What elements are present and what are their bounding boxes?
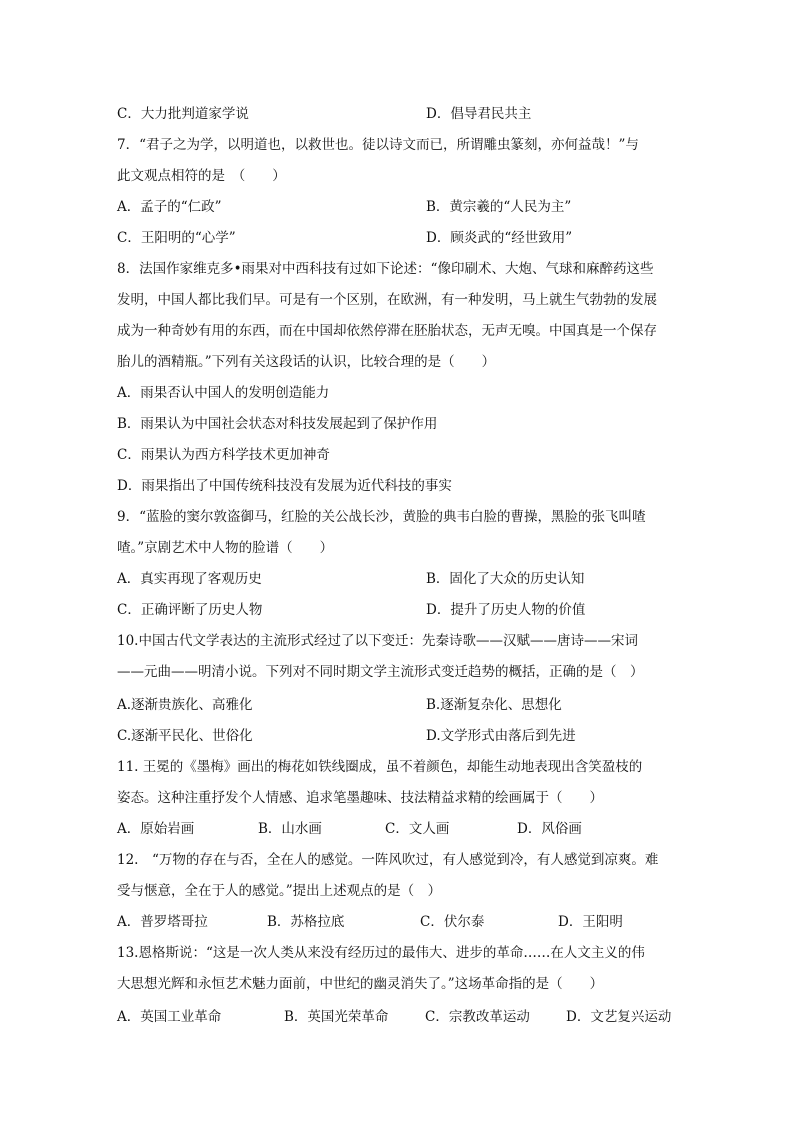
q12-option-a: A．普罗塔哥拉 (117, 914, 208, 930)
q13-option-c: C．宗教改革运动 (425, 1009, 530, 1025)
q11-stem-line-2: 姿态。这种注重抒发个人情感、追求笔墨趣味、技法精益求精的绘画属于（ ） (117, 790, 603, 806)
q10-option-d: D.文学形式由落后到先进 (426, 728, 576, 744)
q12-stem-line-2: 受与惬意，全在于人的感觉。”提出上述观点的是（ ） (117, 883, 442, 899)
q7-option-d: D．顾炎武的“经世致用” (426, 230, 573, 246)
q13-option-b: B．英国光荣革命 (284, 1009, 389, 1025)
q8-stem-line-2: 发明，中国人都比我们早。可是有一个区别，在欧洲，有一种发明，马上就生气勃勃的发展 (117, 292, 657, 308)
q8-option-a: A．雨果否认中国人的发明创造能力 (117, 385, 330, 401)
q7-option-a: A．孟子的“仁政” (117, 199, 222, 215)
q7-stem-line-1: 7．“君子之为学，以明道也，以救世也。徒以诗文而已，所谓雕虫篆刻，亦何益哉！”与 (117, 137, 639, 153)
q12-option-b: B．苏格拉底 (267, 914, 345, 930)
q8-stem-line-3: 成为一种奇妙有用的东西，而在中国却依然停滞在胚胎状态，无声无嗅。中国真是一个保存 (117, 323, 657, 339)
q8-stem-line-1: 8．法国作家维克多•雨果对中西科技有过如下论述：“像印刷术、大炮、气球和麻醉药这些 (117, 261, 654, 277)
q9-stem-line-2: 喳。”京剧艺术中人物的脸谱（ ） (117, 540, 334, 556)
q9-option-d: D．提升了历史人物的价值 (426, 602, 586, 618)
q11-option-c: C．文人画 (385, 821, 450, 837)
q11-stem-line-1: 11. 王冕的《墨梅》画出的梅花如铁线圈成，虽不着颜色，却能生动地表现出含笑盈枝的 (117, 759, 643, 775)
q8-option-d: D．雨果指出了中国传统科技没有发展为近代科技的事实 (117, 478, 452, 494)
q8-option-c: C．雨果认为西方科学技术更加神奇 (117, 447, 330, 463)
q9-option-c: C．正确评断了历史人物 (117, 602, 263, 618)
q10-option-b: B.逐渐复杂化、思想化 (426, 697, 562, 713)
q6-option-d: D．倡导君民共主 (426, 106, 532, 122)
q10-option-c: C.逐渐平民化、世俗化 (117, 728, 253, 744)
q12-option-c: C．伏尔泰 (420, 914, 485, 930)
q13-stem-line-1: 13.恩格斯说：“这是一次人类从来没有经历过的最伟大、进步的革命……在人文主义的伟 (117, 945, 645, 961)
q10-stem-line-2: ——元曲——明清小说。下列对不同时期文学主流形式变迁趋势的概括，正确的是（ ） (117, 664, 644, 680)
q13-option-a: A．英国工业革命 (117, 1009, 222, 1025)
q13-stem-line-2: 大思想光辉和永恒艺术魅力面前，中世纪的幽灵消失了。”这场革命指的是（ ） (117, 976, 604, 992)
q11-option-d: D．风俗画 (517, 821, 582, 837)
q9-option-a: A．真实再现了客观历史 (117, 571, 262, 587)
q6-option-c: C．大力批判道家学说 (117, 106, 249, 122)
q7-option-b: B．黄宗羲的“人民为主” (426, 199, 572, 215)
q9-option-b: B．固化了大众的历史认知 (426, 571, 585, 587)
q9-stem-line-1: 9．“蓝脸的窦尔敦盗御马，红脸的关公战长沙，黄脸的典韦白脸的曹操，黑脸的张飞叫喳 (117, 509, 646, 525)
q10-stem-line-1: 10.中国古代文学表达的主流形式经过了以下变迁：先秦诗歌——汉赋——唐诗——宋词 (117, 633, 638, 649)
q12-option-d: D．王阳明 (558, 914, 623, 930)
q10-option-a: A.逐渐贵族化、高雅化 (117, 697, 253, 713)
q7-option-c: C．王阳明的“心学” (117, 230, 236, 246)
q8-stem-line-4: 胎儿的酒精瓶。”下列有关这段话的认识，比较合理的是（ ） (117, 354, 496, 370)
q13-option-d: D．文艺复兴运动 (566, 1009, 672, 1025)
q7-stem-line-2: 此文观点相符的是 （ ） (117, 168, 286, 184)
q11-option-b: B．山水画 (258, 821, 322, 837)
q11-option-a: A．原始岩画 (117, 821, 195, 837)
q8-option-b: B．雨果认为中国社会状态对科技发展起到了保护作用 (117, 416, 438, 432)
q12-stem-line-1: 12. “万物的存在与否，全在人的感觉。一阵风吹过，有人感觉到冷，有人感觉到凉爽。难 (117, 852, 659, 868)
